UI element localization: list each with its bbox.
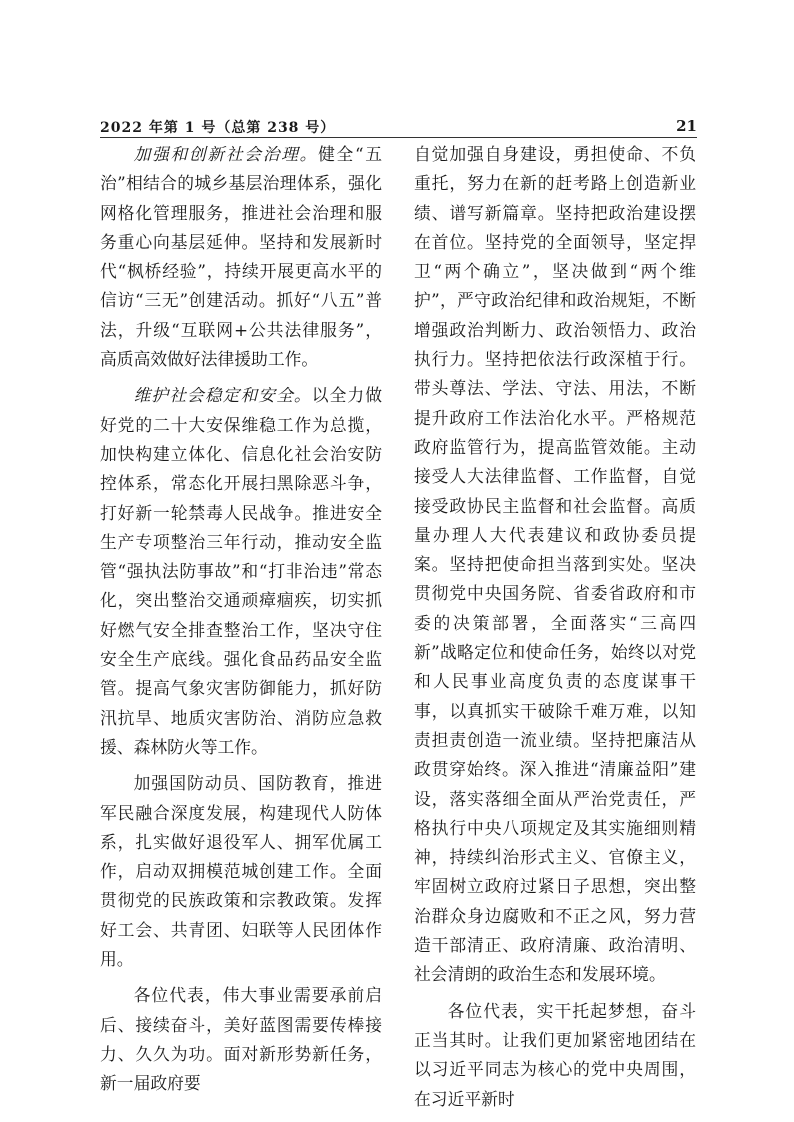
header-divider [100, 137, 697, 138]
left-column [100, 140, 382, 1099]
paragraph-lead: 维护社会稳定和安全。 [133, 385, 312, 406]
paragraph-national-defense: 加强国防动员、国防教育，推进军民融合深度发展，构建现代人防体系，扎实做好退役军人、拥军优属工作，启动双拥模范城创建工作。全面贯彻党的民族政策和宗教政策。发挥好工会、共青团、妇联等人民团体作用。 [100, 773, 382, 970]
running-header [100, 117, 697, 137]
issue-label: 2022 年第 1 号（总第 238 号） [100, 120, 336, 136]
paragraph-body: 健全“五治”相结合的城乡基层治理体系，强化网格化管理服务，推进社会治理和服务重心向基层延伸。坚持和发展新时代“枫桥经验”，持续开展更高水平的信访“三无”创建活动。抓好“八五”普法，升级“互联网+公共法律服务”，高质高效做好法律援助工作。 [100, 144, 382, 370]
paragraph-body: 以全力做好党的二十大安保维稳工作为总揽，加快构建立体化、信息化社会治安防控体系，常态化开展扫黑除恶斗争，打好新一轮禁毒人民战争。推进安全生产专项整治三年行动，推动安全监管“强执法防事故”和“打非治违”常态化，突出整治交通顽瘴痼疾，切实抓好燃气安全排查整治工作，坚决守住安全生产底线。强化食品药品安全监管。提高气象灾害防御能力，抓好防汛抗旱、地质灾害防治、消防应急救援、森林防火等工作。 [100, 385, 382, 757]
paragraph-government-building: 自觉加强自身建设，勇担使命、不负重托，努力在新的赶考路上创造新业绩、谱写新篇章。坚持把政治建设摆在首位。坚持党的全面领导，坚定捍卫“两个确立”，坚决做到“两个维护”，严守政治纪律和政治规矩，不断增强政治判断力、政治领悟力、政治执行力。坚持把依法行政深植于行。带头尊法、学法、守法、用法，不断提升政府工作法治化水平。严格规范政府监管行为，提高监管效能。主动接受人大法律监督、工作监督，自觉接受政协民主监督和社会监督。高质量办理人大代表建议和政协委员提案。坚持把使命担当落到实处。坚决贯彻党中央国务院、省委省政府和市委的决策部署，全面落实“三高四新”战略定位和使命任务，始终以对党和人民事业高度负责的态度谋事干事，以真抓实干破除千难万难，以知责担责创造一流业绩。坚持把廉洁从政贯穿始终。深入推进“清廉益阳”建设，落实落细全面从严治党责任，严格执行中央八项规定及其实施细则精神，持续纠治形式主义、官僚主义，牢固树立政府过紧日子思想，突出整治群众身边腐败和不正之风，努力营造干部清正、政府清廉、政治清明、社会清朗的政治生态和发展环境。 [414, 144, 696, 985]
right-column [414, 140, 696, 1114]
paragraph-social-governance [100, 140, 382, 374]
paragraph-representatives: 各位代表，伟大事业需要承前启后、接续奋斗，美好蓝图需要传棒接力、久久为功。面对新形势新任务，新一届政府要 [100, 985, 382, 1094]
paragraph-social-stability [100, 381, 382, 762]
page-number: 21 [676, 117, 697, 135]
paragraph-closing: 各位代表，实干托起梦想，奋斗正当其时。让我们更加紧密地团结在以习近平同志为核心的党中央周围，在习近平新时 [414, 1000, 696, 1109]
paragraph-lead: 加强和创新社会治理。 [133, 144, 319, 164]
